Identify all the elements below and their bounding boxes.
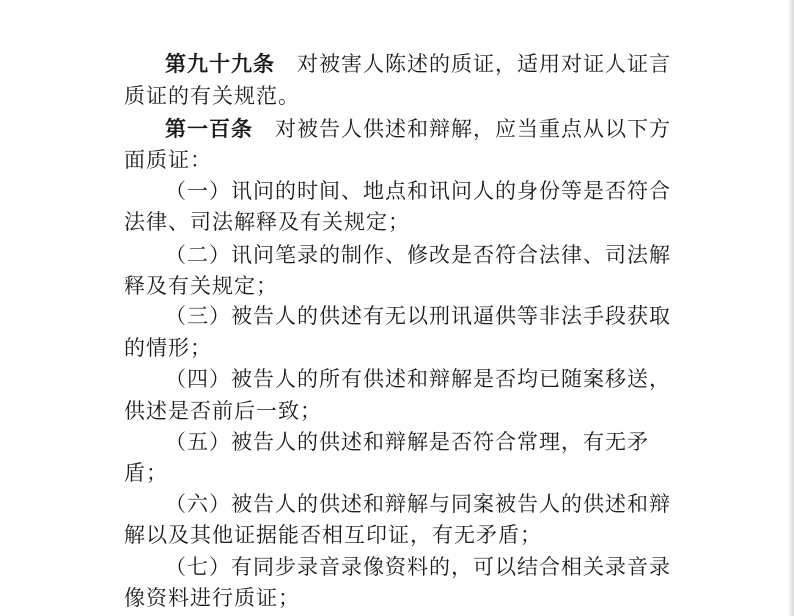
list-item-3-line2: 的情形；: [124, 336, 212, 360]
article-100-text: 对被告人供述和辩解，应当重点从以下方: [275, 117, 671, 141]
article-99-title: 第九十九条: [165, 51, 275, 76]
list-item-6-line1: （六）被告人的供述和辩解与同案被告人的供述和辩: [165, 492, 671, 516]
page-edge-shadow: [788, 0, 794, 616]
list-item-4-line1: （四）被告人的所有供述和辩解是否均已随案移送，: [165, 367, 671, 391]
list-item-7-line2: 像资料进行质证；: [124, 586, 300, 610]
article-100-title: 第一百条: [165, 116, 253, 141]
article-99-first-line: [165, 50, 671, 78]
list-item-7-line1: （七）有同步录音录像资料的，可以结合相关录音录: [165, 555, 671, 579]
list-item-4-line2: 供述是否前后一致；: [124, 399, 322, 423]
list-item-2-line2: 释及有关规定；: [124, 274, 278, 298]
list-item-5-line2: 盾；: [124, 461, 168, 485]
article-100-first-line: [165, 115, 671, 143]
list-item-6-line2: 解以及其他证据能否相互印证，有无矛盾；: [124, 523, 542, 547]
article-99-text: 对被害人陈述的质证，适用对证人证言: [297, 52, 671, 76]
article-99-second-line: 质证的有关规范。: [124, 84, 300, 108]
list-item-2-line1: （二）讯问笔录的制作、修改是否符合法律、司法解: [165, 243, 671, 267]
list-item-1-line1: （一）讯问的时间、地点和讯问人的身份等是否符合: [165, 179, 671, 203]
article-100-second-line: 面质证：: [124, 148, 212, 172]
list-item-5-line1: （五）被告人的供述和辩解是否符合常理，有无矛: [165, 430, 649, 454]
list-item-1-line2: 法律、司法解释及有关规定；: [124, 210, 410, 234]
list-item-3-line1: （三）被告人的供述有无以刑讯逼供等非法手段获取: [165, 304, 671, 328]
